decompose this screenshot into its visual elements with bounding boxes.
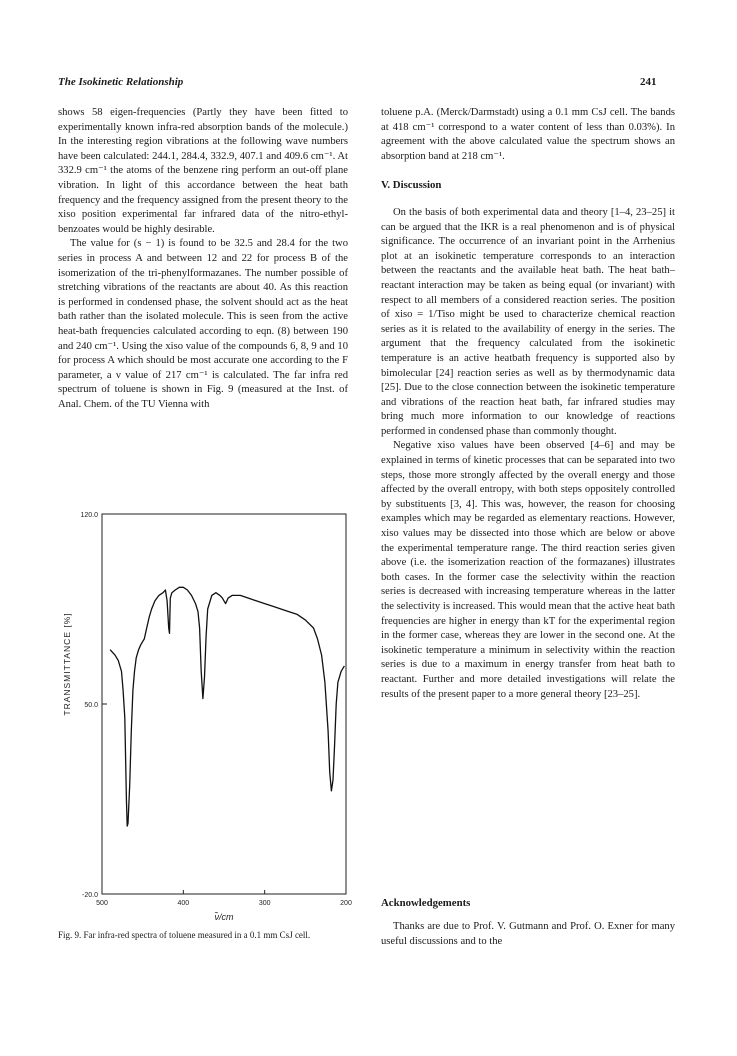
- x-tick-label: 500: [96, 900, 108, 907]
- paragraph: On the basis of both experimental data and theory [1–4, 23–25] it can be argued that the IKR is a real phenomenon and is of physical significance. The occurrence of an invariant point in the Arrhenius plot at an isokinetic temperature corresponds to an interaction between the reactants and the available heat bath. The heat bath–reactant interaction may be taken as being equal (or invariant) with respect to all members of a considered reaction series. The position of xiso = 1/Tiso might be used to characterize chemical reaction series as it is related to the availability of energy in the series. The argument that the frequency calculated from the isokinetic temperature is an active heatbath frequency is supported also by bimolecular [24] reaction series as well as by thermodynamic data [25]. Due to the close connection between the isokinetic temperature and vibrations of the reaction heat bath, far infrared studies may bring much more information to our knowledge of reactions performed in condensed phase than commonly thought.: [381, 206, 675, 437]
- left-column: [58, 106, 348, 412]
- figure-9: [40, 508, 360, 928]
- x-tick-label: 200: [340, 900, 352, 907]
- spectrum-line: [110, 587, 344, 826]
- x-tick-label: 400: [177, 900, 190, 907]
- acknowledgements-text: Thanks are due to Prof. V. Gutmann and Prof. O. Exner for many useful discussions and to the: [381, 921, 675, 947]
- right-column: [381, 106, 675, 702]
- y-tick-label: -20.0: [82, 892, 98, 899]
- y-tick-label: 120.0: [80, 512, 98, 519]
- spectrum-chart: [40, 508, 360, 928]
- y-axis-label: TRANSMITTANCE [%]: [62, 612, 72, 716]
- paragraph: toluene p.A. (Merck/Darmstadt) using a 0.1 mm CsJ cell. The bands at 418 cm⁻¹ correspond to a water content of less than 0.03%). In agreement with the above calculated value the spectrum shows an absorption band at 218 cm⁻¹.: [381, 107, 675, 162]
- section-heading: V. Discussion: [381, 179, 442, 192]
- acknowledgements-heading: Acknowledgements: [381, 897, 471, 909]
- y-tick-label: 50.0: [84, 702, 98, 709]
- paragraph: shows 58 eigen-frequencies (Partly they have been fitted to experimentally known infra-red absorption bands of the molecule.) In the interesting region vibrations at the following wave numbers have been calculated: 244.1, 284.4, 332.9, 407.1 and 409.6 cm⁻¹. At 332.9 cm⁻¹ the atoms of the benzene ring perform an out-off plane vibration. In light of this accordance between the heat bath frequency and the frequency assigned from the present theory to the xiso position experimental far infrared data of the nitro-ethyl-benzoates would be highly desirable.: [58, 107, 348, 235]
- page-number: 241: [640, 76, 657, 88]
- x-axis-label: ν̃/cm: [214, 912, 234, 922]
- plot-frame: [102, 514, 346, 894]
- running-title: The Isokinetic Relationship: [58, 76, 184, 88]
- paragraph: Negative xiso values have been observed [4–6] and may be explained in terms of kinetic processes that can be separated into two steps, those more strongly affected by the overall energy and those affected by the overall entropy, with both steps oppositely controlled by substituents [3, 4]. This was, however, the reason for choosing examples which may be regarded as elementary reactions. However, xiso values may be dissected into those which are below or above the experimental temperature range. The third reaction series given above (i.e. the isomerization reaction of the formazanes) illustrates both cases. In the former case the selectivity within the reaction series is decreased with increasing temperature whereas in the latter the selectivity is increased. This would mean that the active heat bath frequencies are higher in energy than kT for the experimental region in the former case, whereas they are lower in the second one. At the isokinetic temperature a minimum in selectivity within the reaction series is due to a maximum in energy transfer from heat bath to reactant. Further and more detailed investigations will relate the results of the present paper to a more general theory [23–25].: [381, 440, 675, 700]
- x-tick-label: 300: [258, 900, 271, 907]
- figure-caption: Fig. 9. Far infra-red spectra of toluene measured in a 0.1 mm CsJ cell.: [58, 930, 311, 940]
- paragraph: The value for (s − 1) is found to be 32.5 and 28.4 for the two series in process A and between 12 and 22 for process B of the isomerization of the tri-phenylformazanes. The number possible of stretching vibrations of the reactants are about 40. As this reaction is performed in condensed phase, the solvent should act as the heat bath rather than the isolated molecule. This is seen from the active heat-bath frequencies calculated according to eqn. (8) between 190 and 240 cm⁻¹. Using the xiso value of the compounds 6, 8, 9 and 10 for process A which should be most accurate one according to the F parameter, a ν value of 217 cm⁻¹ is calculated. The far infra red spectrum of toluene is shown in Fig. 9 (measured at the Inst. of Anal. Chem. of the TU Vienna with: [58, 238, 348, 410]
